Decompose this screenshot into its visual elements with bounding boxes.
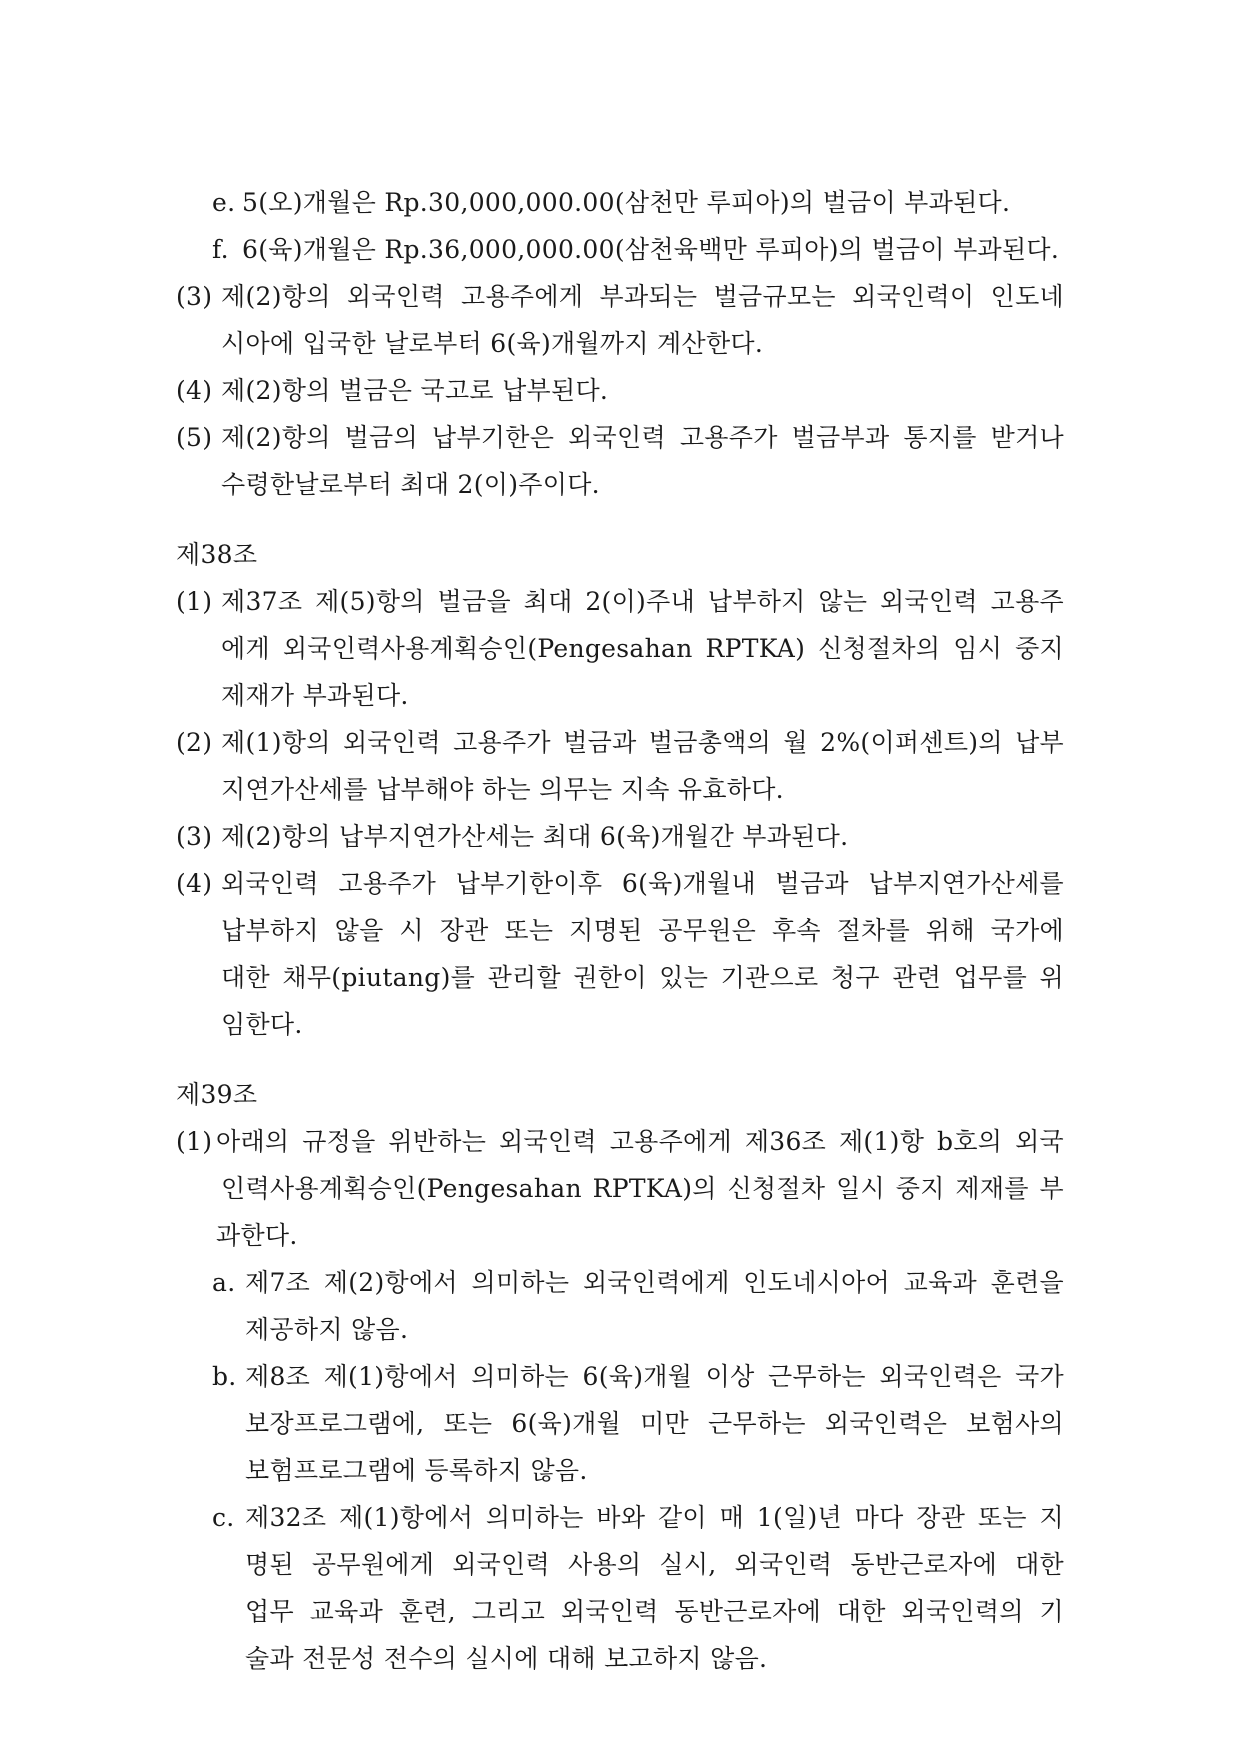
item-line: 제32조 제(1)항에서 의미하는 바와 같이 매 1(일)년 마다 장관 또는 지 xyxy=(245,1503,1064,1532)
item-marker: f. xyxy=(212,235,229,264)
paragraph-line: 납부하지 않을 시 장관 또는 지명된 공무원은 후속 절차를 위해 국가에 xyxy=(221,916,1064,945)
paragraph-line: 대한 채무(piutang)를 관리할 권한이 있는 기관으로 청구 관련 업무를 위 xyxy=(221,963,1064,992)
paragraph-marker: (1) xyxy=(176,587,213,616)
article-title: 제39조 xyxy=(176,1080,258,1109)
paragraph-marker: (3) xyxy=(176,822,213,851)
item-line: 제7조 제(2)항에서 의미하는 외국인력에게 인도네시아어 교육과 훈련을 xyxy=(245,1268,1064,1297)
paragraph-line: 제(2)항의 외국인력 고용주에게 부과되는 벌금규모는 외국인력이 인도네 xyxy=(221,282,1064,311)
paragraph-line: 임한다. xyxy=(221,1010,303,1039)
paragraph-line: 과한다. xyxy=(216,1221,298,1250)
item-marker: c. xyxy=(212,1503,235,1532)
paragraph-marker: (1) xyxy=(176,1127,213,1156)
paragraph-marker: (5) xyxy=(176,423,213,452)
item-line: 업무 교육과 훈련, 그리고 외국인력 동반근로자에 대한 외국인력의 기 xyxy=(245,1597,1064,1626)
paragraph-marker: (4) xyxy=(176,376,213,405)
item-line: 보험프로그램에 등록하지 않음. xyxy=(245,1456,588,1485)
item-marker: a. xyxy=(212,1268,236,1297)
item-text: 5(오)개월은 Rp.30,000,000.00(삼천만 루피아)의 벌금이 부과된다. xyxy=(242,188,1011,217)
paragraph-line: 지연가산세를 납부해야 하는 의무는 지속 유효하다. xyxy=(221,775,784,804)
item-line: 제8조 제(1)항에서 의미하는 6(육)개월 이상 근무하는 외국인력은 국가 xyxy=(245,1362,1064,1391)
paragraph-marker: (2) xyxy=(176,728,213,757)
item-text: 6(육)개월은 Rp.36,000,000.00(삼천육백만 루피아)의 벌금이 부과된다. xyxy=(242,235,1060,264)
paragraph-line: 제(1)항의 외국인력 고용주가 벌금과 벌금총액의 월 2%(이퍼센트)의 납부 xyxy=(221,728,1064,757)
paragraph-line: 에게 외국인력사용계획승인(Pengesahan RPTKA) 신청절차의 임시 중지 xyxy=(221,634,1064,663)
paragraph-marker: (4) xyxy=(176,869,213,898)
paragraph-line: 제(2)항의 납부지연가산세는 최대 6(육)개월간 부과된다. xyxy=(221,822,849,851)
paragraph-line: 제(2)항의 벌금은 국고로 납부된다. xyxy=(221,376,609,405)
article-title: 제38조 xyxy=(176,540,258,569)
item-line: 제공하지 않음. xyxy=(245,1315,409,1344)
paragraph-line: 제재가 부과된다. xyxy=(221,681,409,710)
item-line: 술과 전문성 전수의 실시에 대해 보고하지 않음. xyxy=(245,1644,768,1673)
item-marker: e. xyxy=(212,188,236,217)
paragraph-line: 인력사용계획승인(Pengesahan RPTKA)의 신청절차 일시 중지 제재를 부 xyxy=(221,1174,1064,1203)
item-marker: b. xyxy=(212,1362,237,1391)
paragraph-line: 제37조 제(5)항의 벌금을 최대 2(이)주내 납부하지 않는 외국인력 고용주 xyxy=(221,587,1064,616)
paragraph-line: 수령한날로부터 최대 2(이)주이다. xyxy=(221,470,600,499)
item-line: 보장프로그램에, 또는 6(육)개월 미만 근무하는 외국인력은 보험사의 xyxy=(245,1409,1064,1438)
item-line: 명된 공무원에게 외국인력 사용의 실시, 외국인력 동반근로자에 대한 xyxy=(245,1550,1064,1579)
paragraph-marker: (3) xyxy=(176,282,213,311)
paragraph-line: 외국인력 고용주가 납부기한이후 6(육)개월내 벌금과 납부지연가산세를 xyxy=(221,869,1064,898)
paragraph-line: 아래의 규정을 위반하는 외국인력 고용주에게 제36조 제(1)항 b호의 외국 xyxy=(216,1127,1064,1156)
paragraph-line: 제(2)항의 벌금의 납부기한은 외국인력 고용주가 벌금부과 통지를 받거나 xyxy=(221,423,1064,452)
paragraph-line: 시아에 입국한 날로부터 6(육)개월까지 계산한다. xyxy=(221,329,764,358)
